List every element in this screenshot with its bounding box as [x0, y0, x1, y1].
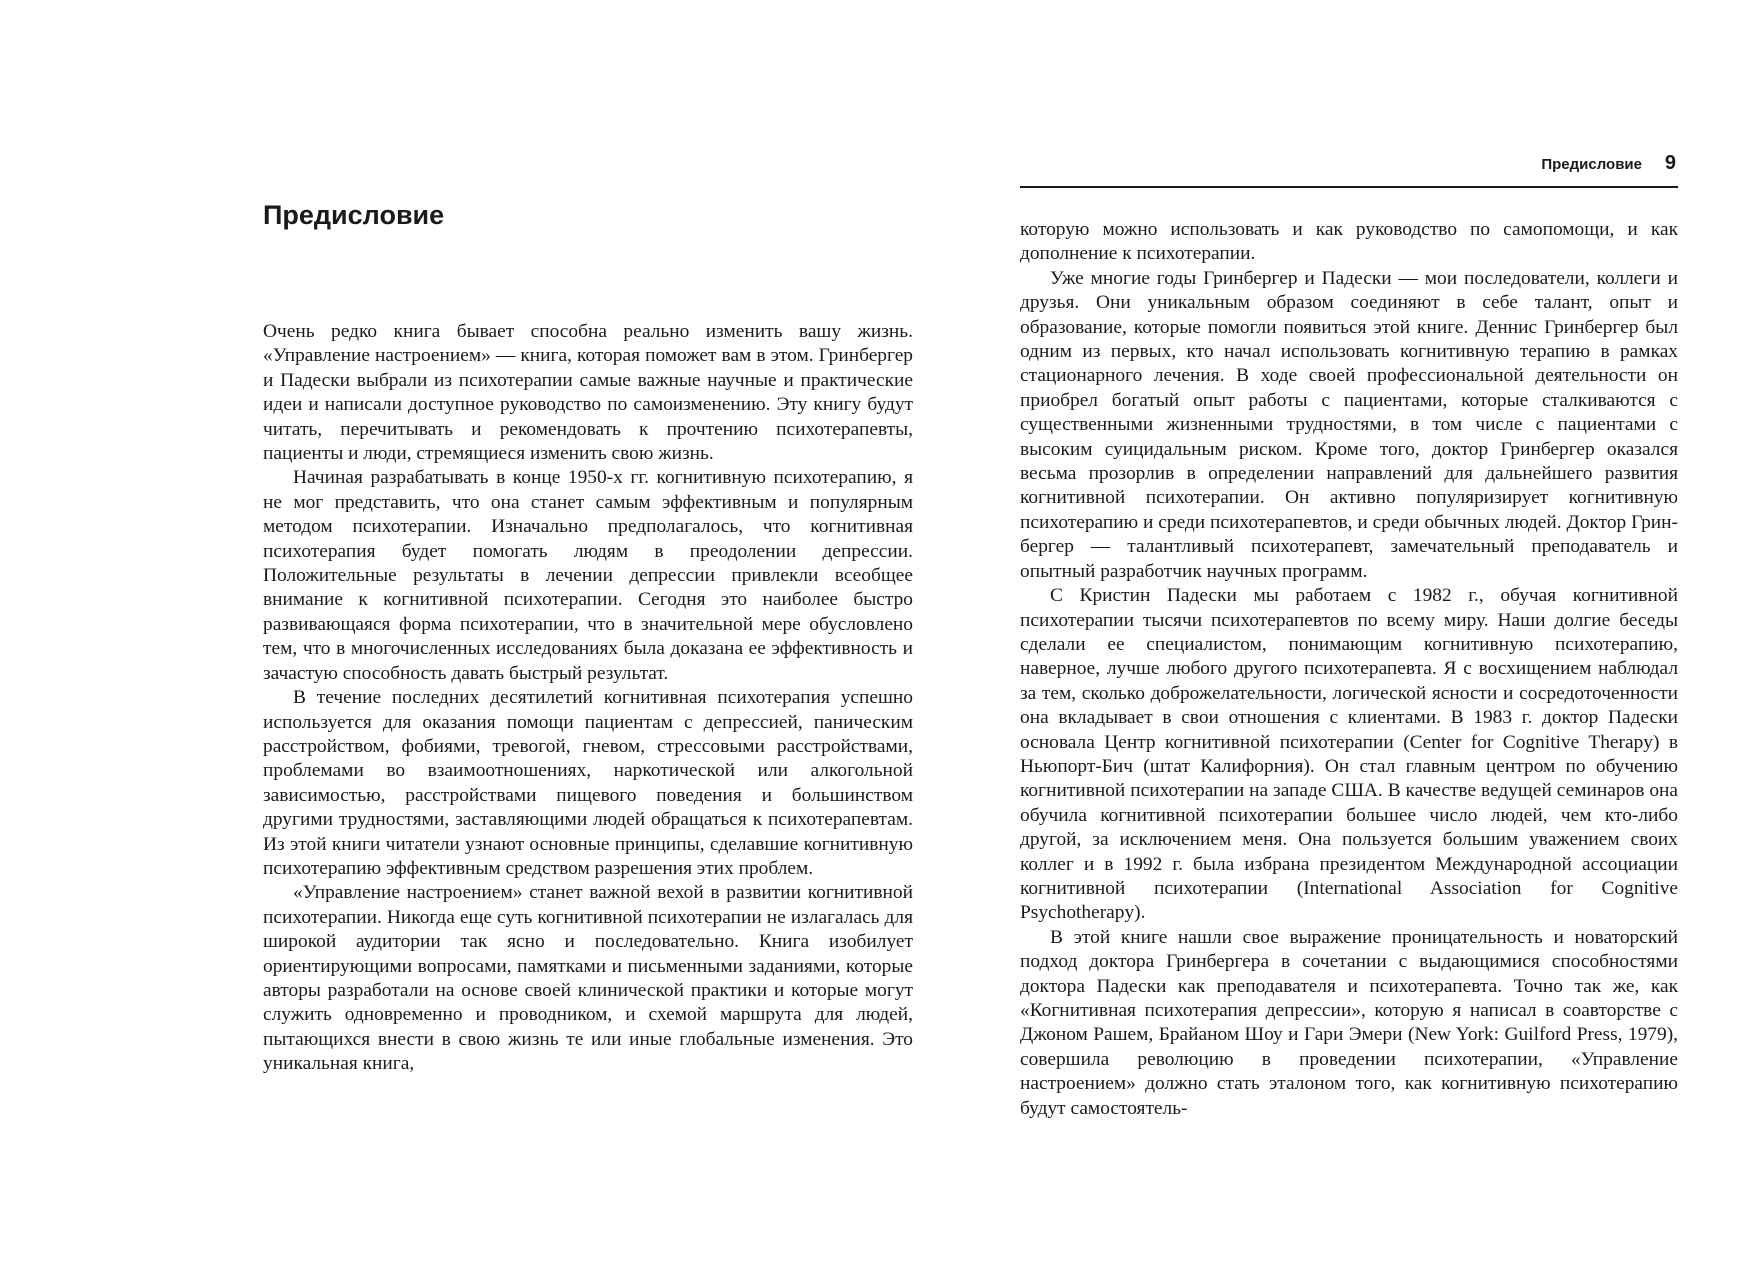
right-paragraph-1: которую можно использовать и как руководство по самопомощи, и как дополнение к психотерапии.	[1020, 219, 1678, 265]
running-head	[1020, 150, 1678, 188]
page-number: 9	[1664, 152, 1676, 174]
left-paragraph-2: Начиная разрабатывать в конце 1950-х гг. когнитивную психотерапию, я не мог представить, что она станет самым эффективным и популярным методом психотерапии. Изначально предполагалось, что когнитивная психотерапия будет помогать людям в преодолении депрессии. Положительные результаты в лечении депрессии привлекли всеобщее внимание к когнитивной психотерапии. Сегодня это наиболее быстро развивающаяся форма психотерапии, что в значительной мере обусловлено тем, что в многочисленных исследованиях была доказана ее эффективность и зачастую способность давать быстрый результат.	[263, 467, 913, 684]
left-paragraph-4: «Управление настроением» станет важной вехой в развитии когнитивной психотерапии. Никогда еще суть когнитивной психотерапии не излагалась для широкой аудитории так ясно и последовательно. Книга изобилует ориентирующими вопросами, памятками и письменными заданиями, которые авторы разработали на основе своей клинической практики и которые могут служить одновременно и проводником, и схемой маршрута для людей, пытающихся внести в свою жизнь те или иные глобальные изменения. Это уникальная книга,	[263, 882, 913, 1075]
right-paragraph-3: С Кристин Падески мы работаем с 1982 г., обучая когнитивной психотерапии тысячи психотерапевтов по всему миру. Наши долгие беседы сделали ее специалистом, понимающим когнитивную психотерапию, наверное, лучше любого другого психотерапевта. Я с восхищением наблюдал за тем, сколько доброжелательности, логической ясности и сосредоточенности она вкладывает в свои отношения с клиентами. В 1983 г. доктор Падески основала Центр когнитивной психотерапии (Center for Cognitive Therapy) в Ньюпорт-Бич (штат Калифорния). Он стал главным центром по обучению когнитивной психотерапии на западе США. В качестве ведущей семинаров она обучила когнитивной психотерапии большее число людей, чем кто-либо другой, за исключением меня. Она пользуется большим уважением своих коллег и в 1992 г. была избрана президентом Международной ассоциации когнитивной психотерапии (International Association for Cognitive Psychotherapy).	[1020, 585, 1678, 924]
left-paragraph-3: В течение последних десятилетий когнитивная психотерапия успешно используется для оказания помощи пациентам с депрессией, паническим расстройством, фобиями, тревогой, гневом, стрессовыми расстройствами, проблемами во взаимоотношениях, наркотической или алкогольной зависимостью, расстройствами пищевого поведения и большинством другими трудностями, заставляющими людей обращаться к психотерапевтам. Из этой книги читатели узнают основные принципы, сделавшие когнитивную психотерапию эффективным средством разрешения этих проблем.	[263, 687, 913, 879]
left-paragraph-1: Очень редко книга бывает способна реально изменить вашу жизнь. «Управление настроением» — книга, которая поможет вам в этом. Гринбергер и Падески выбрали из психотерапии самые важные научные и практические идеи и написали доступное руководство по самоизменению. Эту книгу будут читать, перечитывать и рекомендовать к прочтению психотерапевты, пациенты и люди, стремящиеся изменить свою жизнь.	[263, 321, 913, 465]
right-paragraph-4: В этой книге нашли свое выражение проницательность и новаторский подход доктора Гринбергера в сочетании с выдающимися способностями доктора Падески как преподавателя и психотерапевта. Точно так же, как «Когнитивная психотерапия депрессии», которую я написал в соавторстве с Джоном Рашем, Брайаном Шоу и Гари Эмери (New York: Guilford Press, 1979), совершила революцию в проведении психотерапии, «Управление настроением» должно стать эталоном того, как когнитивную психотерапию будут самостоятель-	[1020, 926, 1678, 1119]
running-head-title: Предисловие	[1541, 156, 1642, 173]
chapter-title: Предисловие	[263, 200, 445, 230]
left-page	[263, 200, 913, 1077]
right-page	[1020, 150, 1678, 1121]
right-paragraph-2: Уже многие годы Гринбергер и Падески — мои последователи, коллеги и друзья. Они уникальным образом соединяют в себе талант, опыт и образование, которые помогли появиться этой книге. Деннис Гринбергер был одним из первых, кто начал использовать когнитивную терапию в рамках стационарного лечения. В ходе своей профессиональной деятельности он приобрел богатый опыт работы с пациентами, которые сталкиваются с существенными жизненными трудностями, в том числе с пациентами с высоким суицидальным риском. Кроме того, доктор Гринбергер оказался весьма прозорлив в определении направлений для дальнейшего развития когнитивной психотерапии. Он активно популяризирует когнитивную психотерапию и среди психотерапевтов, и среди обычных людей. Доктор Гринбергер — талантливый психотерапевт, замечательный преподаватель и опытный разработчик научных программ.	[1020, 267, 1678, 582]
